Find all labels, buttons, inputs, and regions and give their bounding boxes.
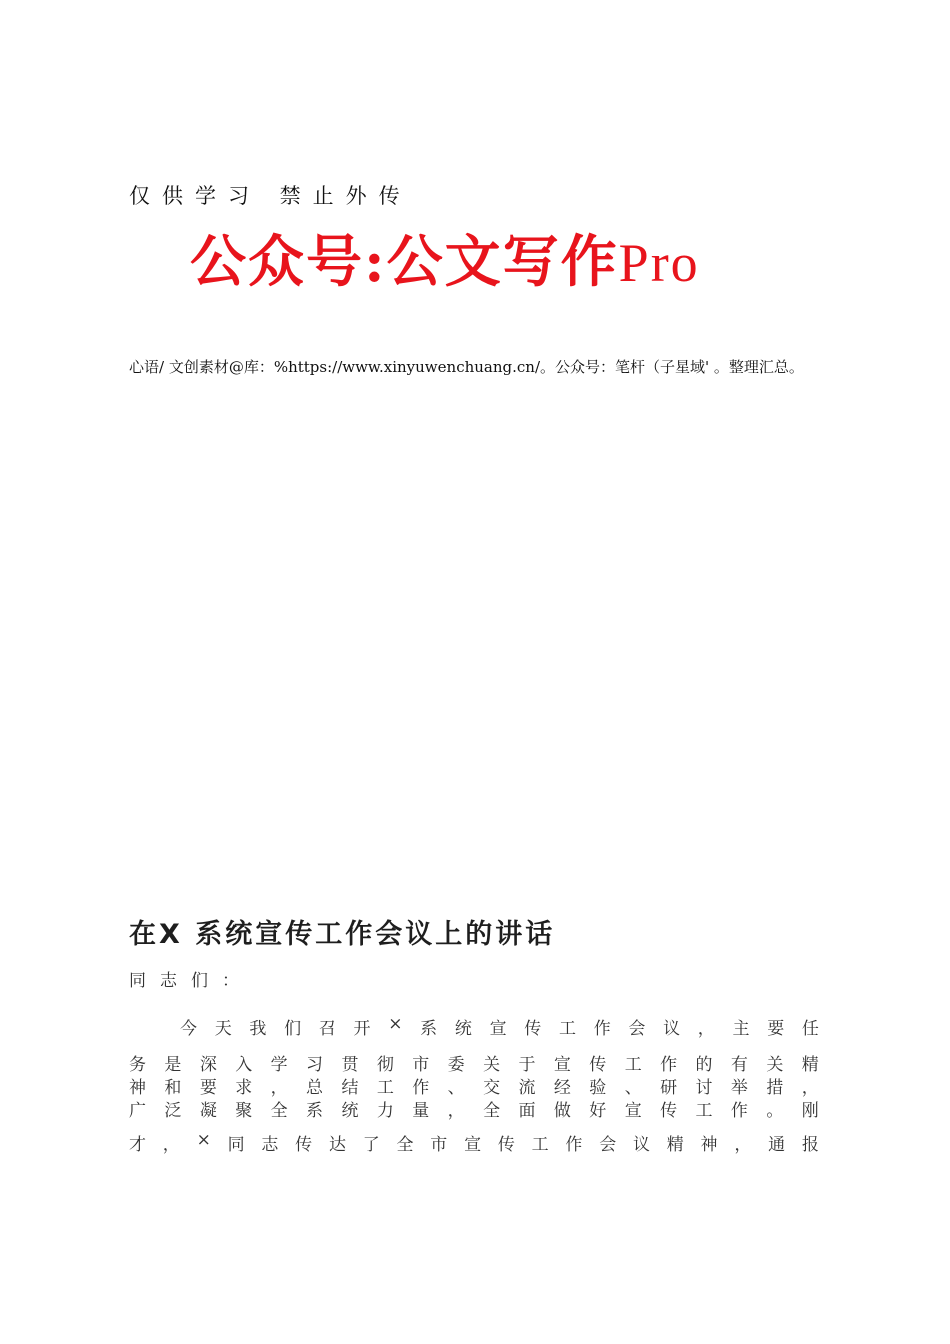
- paragraph-char: ，: [162, 1135, 180, 1155]
- paragraph-char: 、: [447, 1078, 465, 1098]
- paragraph-char: 面: [518, 1101, 536, 1121]
- paragraph-char: 神: [129, 1078, 146, 1098]
- paragraph-line: [129, 1050, 819, 1075]
- paragraph-char: 通: [768, 1135, 786, 1155]
- paragraph-char: 宣: [464, 1135, 482, 1155]
- paragraph-char: 有: [730, 1055, 748, 1075]
- paragraph-char: 传: [497, 1135, 515, 1155]
- paragraph-char: 流: [518, 1078, 536, 1098]
- paragraph-char: 达: [328, 1135, 346, 1155]
- paragraph-char: 传: [660, 1101, 678, 1121]
- paragraph-char: 作: [730, 1101, 748, 1121]
- paragraph-char: 作: [565, 1135, 583, 1155]
- paragraph-char: 贯: [341, 1055, 359, 1075]
- paragraph-char: 今: [180, 1019, 197, 1039]
- paragraph-char: 结: [341, 1078, 359, 1098]
- paragraph-char: 关: [766, 1055, 784, 1075]
- notice-text: 仅供学习 禁止外传: [129, 184, 412, 208]
- paragraph-char: 广: [129, 1101, 146, 1121]
- paragraph-char: 传: [589, 1055, 607, 1075]
- paragraph-char: 议: [632, 1135, 650, 1155]
- paragraph-char: 精: [801, 1055, 819, 1075]
- paragraph-char: 系: [420, 1019, 438, 1039]
- paragraph-char: ，: [734, 1135, 752, 1155]
- salutation: 同志们：: [129, 971, 253, 991]
- paragraph-char: 委: [447, 1055, 465, 1075]
- paragraph-char: 经: [553, 1078, 571, 1098]
- paragraph-char: 宣: [624, 1101, 642, 1121]
- paragraph-char: 力: [376, 1101, 394, 1121]
- paragraph-char: 工: [531, 1135, 549, 1155]
- paragraph-char: 报: [801, 1135, 819, 1155]
- paragraph-char: 务: [129, 1055, 146, 1075]
- paragraph-char: 好: [589, 1101, 607, 1121]
- paragraph-char: 开: [353, 1019, 371, 1039]
- paragraph-char: 措: [766, 1078, 784, 1098]
- paragraph-char: 会: [599, 1135, 617, 1155]
- paragraph-char: 凝: [199, 1101, 217, 1121]
- paragraph-char: 量: [412, 1101, 430, 1121]
- paragraph-char: 彻: [376, 1055, 394, 1075]
- paragraph-char: 全: [396, 1135, 414, 1155]
- paragraph-char: 议: [663, 1019, 681, 1039]
- paragraph-line: [180, 1014, 819, 1039]
- paragraph-char: 研: [660, 1078, 678, 1098]
- source-line: 心语/ 文创素材@库：%https://www.xinyuwenchuang.cn/。公众号：笔杆（子星域' 。整理汇总。: [129, 358, 804, 376]
- paragraph-char: 市: [430, 1135, 448, 1155]
- paragraph-char: 习: [306, 1055, 324, 1075]
- paragraph-char: 是: [164, 1055, 182, 1075]
- paragraph-char: ，: [270, 1078, 288, 1098]
- paragraph-char: 同: [227, 1135, 245, 1155]
- paragraph-line: [129, 1073, 819, 1098]
- paragraph-char: ，: [447, 1101, 465, 1121]
- paragraph-char: 全: [483, 1101, 501, 1121]
- paragraph-char: 做: [553, 1101, 571, 1121]
- paragraph-char: 宣: [553, 1055, 571, 1075]
- brand-title-cjk: 公众号:公文写作: [190, 229, 619, 295]
- paragraph-char: 于: [518, 1055, 536, 1075]
- paragraph-char: 的: [695, 1055, 713, 1075]
- paragraph-char: 我: [249, 1019, 267, 1039]
- paragraph-char: 交: [483, 1078, 501, 1098]
- paragraph-char: 、: [624, 1078, 642, 1098]
- paragraph-char: 了: [362, 1135, 380, 1155]
- paragraph-char: 召: [318, 1019, 336, 1039]
- paragraph-char: 会: [628, 1019, 646, 1039]
- paragraph-char: 任: [801, 1019, 819, 1039]
- paragraph-char: 天: [214, 1019, 232, 1039]
- paragraph-char: 工: [624, 1055, 642, 1075]
- paragraph-char: ，: [801, 1078, 819, 1098]
- paragraph-char: 才: [129, 1135, 146, 1155]
- paragraph-char: ×: [388, 1014, 403, 1034]
- paragraph-char: 深: [199, 1055, 217, 1075]
- paragraph-char: 作: [593, 1019, 611, 1039]
- brand-title: [190, 224, 700, 301]
- paragraph-char: 神: [700, 1135, 718, 1155]
- paragraph-char: 宣: [489, 1019, 507, 1039]
- paragraph-char: 讨: [695, 1078, 713, 1098]
- paragraph-char: 工: [376, 1078, 394, 1098]
- paragraph-char: 工: [558, 1019, 576, 1039]
- paragraph-line: [129, 1096, 819, 1121]
- paragraph-char: 要: [767, 1019, 785, 1039]
- paragraph-char: 传: [295, 1135, 313, 1155]
- paragraph-char: 志: [261, 1135, 279, 1155]
- paragraph-char: 主: [732, 1019, 750, 1039]
- paragraph-char: 刚: [801, 1101, 819, 1121]
- paragraph-char: 系: [306, 1101, 324, 1121]
- paragraph-char: 作: [660, 1055, 678, 1075]
- paragraph-char: 。: [766, 1101, 784, 1121]
- paragraph-char: 聚: [235, 1101, 253, 1121]
- document-title: 在X 系统宣传工作会议上的讲话: [129, 919, 556, 950]
- paragraph-char: ，: [697, 1019, 715, 1039]
- paragraph-char: 统: [341, 1101, 359, 1121]
- paragraph-char: 市: [412, 1055, 430, 1075]
- paragraph-char: 作: [412, 1078, 430, 1098]
- paragraph-char: 传: [524, 1019, 542, 1039]
- paragraph-char: 关: [483, 1055, 501, 1075]
- paragraph-char: 泛: [164, 1101, 182, 1121]
- paragraph-char: 工: [695, 1101, 713, 1121]
- paragraph-char: 和: [164, 1078, 182, 1098]
- paragraph-char: 精: [666, 1135, 684, 1155]
- paragraph-char: ×: [196, 1130, 211, 1150]
- paragraph-line: [129, 1130, 819, 1155]
- paragraph-char: 总: [306, 1078, 324, 1098]
- paragraph-char: 学: [270, 1055, 288, 1075]
- paragraph-char: 举: [730, 1078, 748, 1098]
- paragraph-char: 验: [589, 1078, 607, 1098]
- paragraph-char: 全: [270, 1101, 288, 1121]
- paragraph-char: 们: [284, 1019, 302, 1039]
- paragraph-char: 要: [199, 1078, 217, 1098]
- brand-title-latin: Pro: [618, 233, 700, 293]
- paragraph-char: 求: [235, 1078, 253, 1098]
- paragraph-char: 统: [454, 1019, 472, 1039]
- paragraph-char: 入: [235, 1055, 253, 1075]
